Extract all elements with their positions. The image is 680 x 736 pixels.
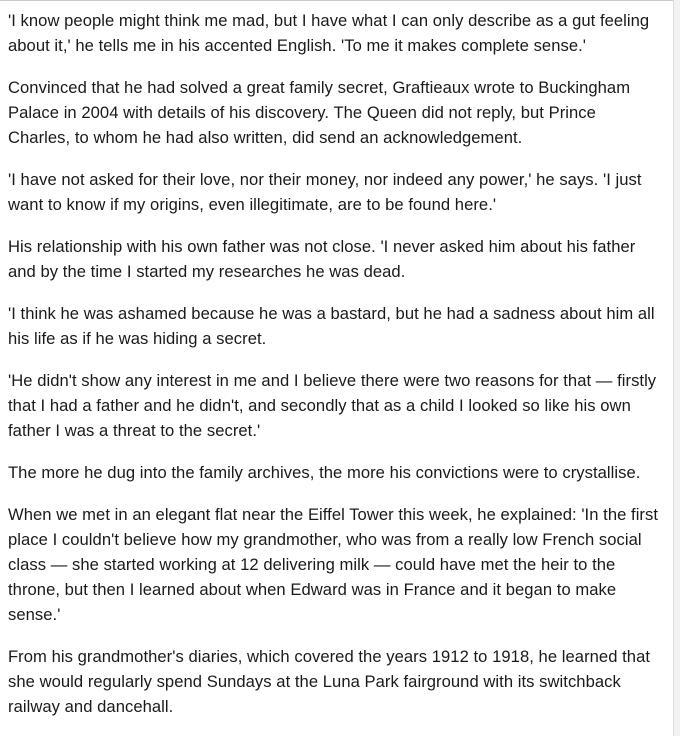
article-paragraph: His relationship with his own father was not close. 'I never asked him about his father and by the time I started my researches he was dead. xyxy=(8,237,636,281)
article-paragraph: From his grandmother's diaries, which covered the years 1912 to 1918, he learned that she would regularly spend Sundays at the Luna Park fairground with its switchback railway and dancehall. xyxy=(8,647,651,716)
article-paragraph: Convinced that he had solved a great family secret, Graftieaux wrote to Buckingham Palace in 2004 with details of his discovery. The Queen did not reply, but Prince Charles, to whom he had also written, did send an acknowledgement. xyxy=(8,78,631,147)
article-paragraph: 'I have not asked for their love, nor their money, nor indeed any power,' he says. 'I just want to know if my origins, even illegitimate, are to be found here.' xyxy=(8,170,642,214)
article-paragraph: 'I think he was ashamed because he was a bastard, but he had a sadness about him all his life as if he was hiding a secret. xyxy=(8,304,655,348)
article-paragraph: 'He didn't show any interest in me and I believe there were two reasons for that — firstly that I had a father and he didn't, and secondly that as a child I looked so like his own father I was a threat to the secret.' xyxy=(8,371,657,440)
article-paragraph: 'I know people might think me mad, but I have what I can only describe as a gut feeling about it,' he tells me in his accented English. 'To me it makes complete sense.' xyxy=(8,11,650,55)
article-body xyxy=(8,8,660,736)
article-paragraph: When we met in an elegant flat near the Eiffel Tower this week, he explained: 'In the first place I couldn't believe how my grandmother, who was from a really low French social class — she started working at 12 delivering milk — could have met the heir to the throne, but then I learned about when Edward was in France and it began to make sense.' xyxy=(8,505,659,624)
article-paragraph: The more he dug into the family archives, the more his convictions were to crystallise. xyxy=(8,463,641,482)
scrollbar[interactable] xyxy=(673,0,680,736)
